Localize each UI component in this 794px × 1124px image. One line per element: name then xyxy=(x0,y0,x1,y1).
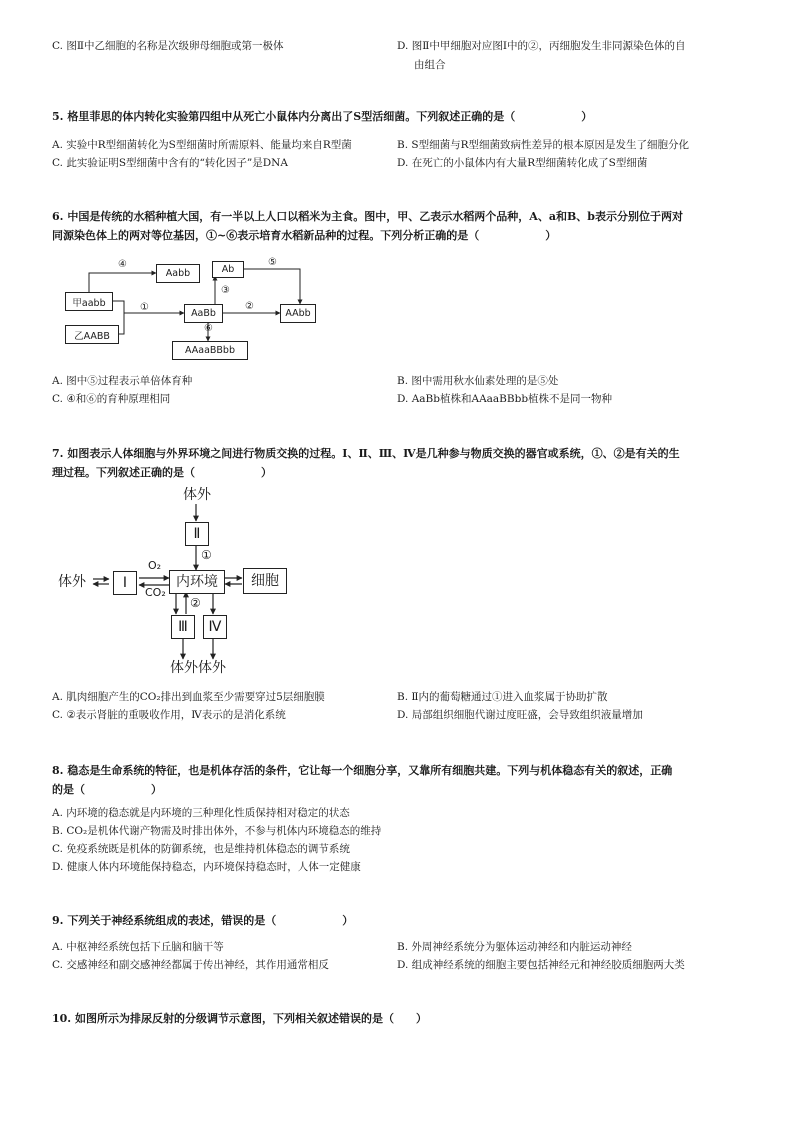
q6-title-line2: 同源染色体上的两对等位基因，①~⑥表示培育水稻新品种的过程。下列分析正确的是（ ） xyxy=(52,229,557,242)
outside-left-label: 体外 xyxy=(58,574,86,590)
system-iii-box: Ⅲ xyxy=(171,615,195,639)
q8-title-line2: 的是（ ） xyxy=(52,783,162,796)
genotype-aabb-top-box: Aabb xyxy=(156,264,200,283)
q4-option-d-line2: 由组合 xyxy=(414,59,446,71)
q5-option-a: A. 实验中R型细菌转化为S型细菌时所需原料、能量均来自R型菌 xyxy=(52,139,352,151)
q7-title-line1: 7. 如图表示人体细胞与外界环境之间进行物质交换的过程。Ⅰ、Ⅱ、Ⅲ、Ⅳ是几种参与物质交换的器官或系统，①、②是有关的生 xyxy=(52,447,680,460)
step-6-label: ⑥ xyxy=(204,323,213,334)
breeding-diagram xyxy=(60,256,320,362)
genotype-aabb-right-box: AAbb xyxy=(280,304,316,323)
carbon-dioxide-label: CO₂ xyxy=(145,586,166,599)
q9-option-c: C. 交感神经和副交感神经都属于传出神经，其作用通常相反 xyxy=(52,959,329,971)
q5-option-b: B. S型细菌与R型细菌致病性差异的根本原因是发生了细胞分化 xyxy=(397,139,689,151)
step-2-label: ② xyxy=(245,301,254,312)
step-4-label: ④ xyxy=(118,259,127,270)
system-i-box: Ⅰ xyxy=(113,571,137,595)
q6-option-a: A. 图中⑤过程表示单倍体育种 xyxy=(52,375,193,387)
q5-title: 5. 格里菲思的体内转化实验第四组中从死亡小鼠体内分离出了S型活细菌。下列叙述正确的是（ ） xyxy=(52,110,593,123)
internal-environment-box: 内环境 xyxy=(169,570,225,594)
process-2-label: ② xyxy=(190,596,201,610)
cell-box: 细胞 xyxy=(243,568,287,594)
genotype-aabb-mid-box: AaBb xyxy=(184,304,223,323)
q7-option-d: D. 局部组织细胞代谢过度旺盛，会导致组织液量增加 xyxy=(397,709,643,721)
q7-option-a: A. 肌肉细胞产生的CO₂排出到血浆至少需要穿过5层细胞膜 xyxy=(52,691,325,703)
q8-option-d: D. 健康人体内环境能保持稳态，内环境保持稳态时，人体一定健康 xyxy=(52,861,361,873)
q6-title-line1: 6. 中国是传统的水稻种植大国，有一半以上人口以稻米为主食。图中，甲、乙表示水稻两个品种，A、a和B、b表示分别位于两对 xyxy=(52,210,683,223)
q8-title-line1: 8. 稳态是生命系统的特征，也是机体存活的条件，它让每一个细胞分享，又靠所有细胞共建。下列与机体稳态有关的叙述，正确 xyxy=(52,764,673,777)
step-1-label: ① xyxy=(140,302,149,313)
variety-yi-box: 乙AABB xyxy=(65,325,119,344)
q5-option-c: C. 此实验证明S型细菌中含有的“转化因子”是DNA xyxy=(52,157,288,169)
outside-top-label: 体外 xyxy=(183,487,211,503)
step-3-label: ③ xyxy=(221,285,230,296)
q4-option-d-line1: D. 图Ⅱ中甲细胞对应图Ⅰ中的②，丙细胞发生非同源染色体的自 xyxy=(397,40,686,52)
q9-option-d: D. 组成神经系统的细胞主要包括神经元和神经胶质细胞两大类 xyxy=(397,959,685,971)
q8-option-a: A. 内环境的稳态就是内环境的三种理化性质保持相对稳定的状态 xyxy=(52,807,350,819)
step-5-label: ⑤ xyxy=(268,257,277,268)
outside-bottom-label: 体外体外 xyxy=(170,660,226,676)
q6-option-c: C. ④和⑥的育种原理相同 xyxy=(52,393,171,405)
q7-option-b: B. Ⅱ内的葡萄糖通过①进入血浆属于协助扩散 xyxy=(397,691,608,703)
q5-option-d: D. 在死亡的小鼠体内有大量R型细菌转化成了S型细菌 xyxy=(397,157,648,169)
system-iv-box: Ⅳ xyxy=(203,615,227,639)
genotype-tetraploid-box: AAaaBBbb xyxy=(172,341,248,360)
genotype-ab-box: Ab xyxy=(212,261,244,278)
q4-option-c: C. 图Ⅱ中乙细胞的名称是次级卵母细胞或第一极体 xyxy=(52,40,284,52)
q6-option-d: D. AaBb植株和AAaaBBbb植株不是同一物种 xyxy=(397,393,613,405)
variety-jia-box: 甲aabb xyxy=(65,292,113,311)
q8-option-c: C. 免疫系统既是机体的防御系统，也是维持机体稳态的调节系统 xyxy=(52,843,350,855)
q9-option-a: A. 中枢神经系统包括下丘脑和脑干等 xyxy=(52,941,224,953)
q6-option-b: B. 图中需用秋水仙素处理的是⑤处 xyxy=(397,375,559,387)
q9-title: 9. 下列关于神经系统组成的表述，错误的是（ ） xyxy=(52,914,354,927)
exchange-diagram xyxy=(55,484,295,680)
q10-title: 10. 如图所示为排尿反射的分级调节示意图，下列相关叙述错误的是（ ） xyxy=(52,1012,427,1025)
oxygen-label: O₂ xyxy=(148,559,162,572)
q7-option-c: C. ②表示肾脏的重吸收作用，Ⅳ表示的是消化系统 xyxy=(52,709,286,721)
q9-option-b: B. 外周神经系统分为躯体运动神经和内脏运动神经 xyxy=(397,941,632,953)
process-1-label: ① xyxy=(201,548,212,562)
q7-title-line2: 理过程。下列叙述正确的是（ ） xyxy=(52,466,272,479)
q8-option-b: B. CO₂是机体代谢产物需及时排出体外，不参与机体内环境稳态的维持 xyxy=(52,825,382,837)
system-ii-box: Ⅱ xyxy=(185,522,209,546)
